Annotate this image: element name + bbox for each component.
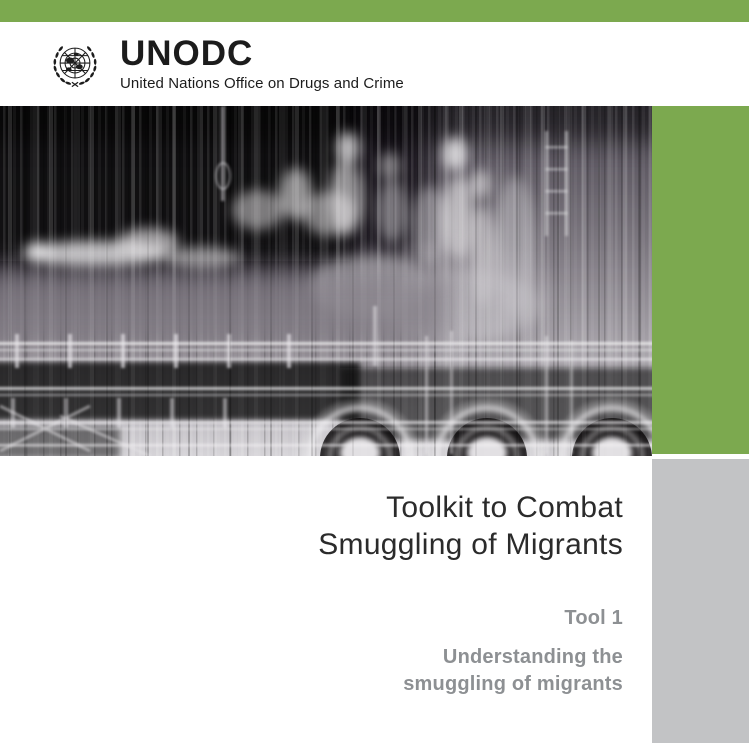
cover-subtitle	[403, 644, 623, 698]
title-line-2: Smuggling of Migrants	[318, 528, 623, 561]
xray-scan-photo	[0, 106, 652, 456]
org-acronym: UNODC	[120, 34, 254, 73]
xray-scan-illustration	[0, 106, 652, 456]
subtitle-line-1: Understanding the	[442, 646, 623, 668]
title-line-1: Toolkit to Combat	[386, 491, 623, 524]
top-accent-band	[0, 0, 749, 22]
cover-title	[318, 489, 623, 563]
org-text-block	[120, 34, 404, 92]
tool-number-label: Tool 1	[564, 607, 623, 629]
org-full-name: United Nations Office on Drugs and Crime	[120, 75, 404, 92]
header	[0, 22, 749, 106]
un-emblem-icon	[44, 37, 106, 99]
green-side-panel	[652, 106, 749, 454]
gray-side-panel	[652, 459, 749, 743]
subtitle-line-2: smuggling of migrants	[403, 673, 623, 695]
